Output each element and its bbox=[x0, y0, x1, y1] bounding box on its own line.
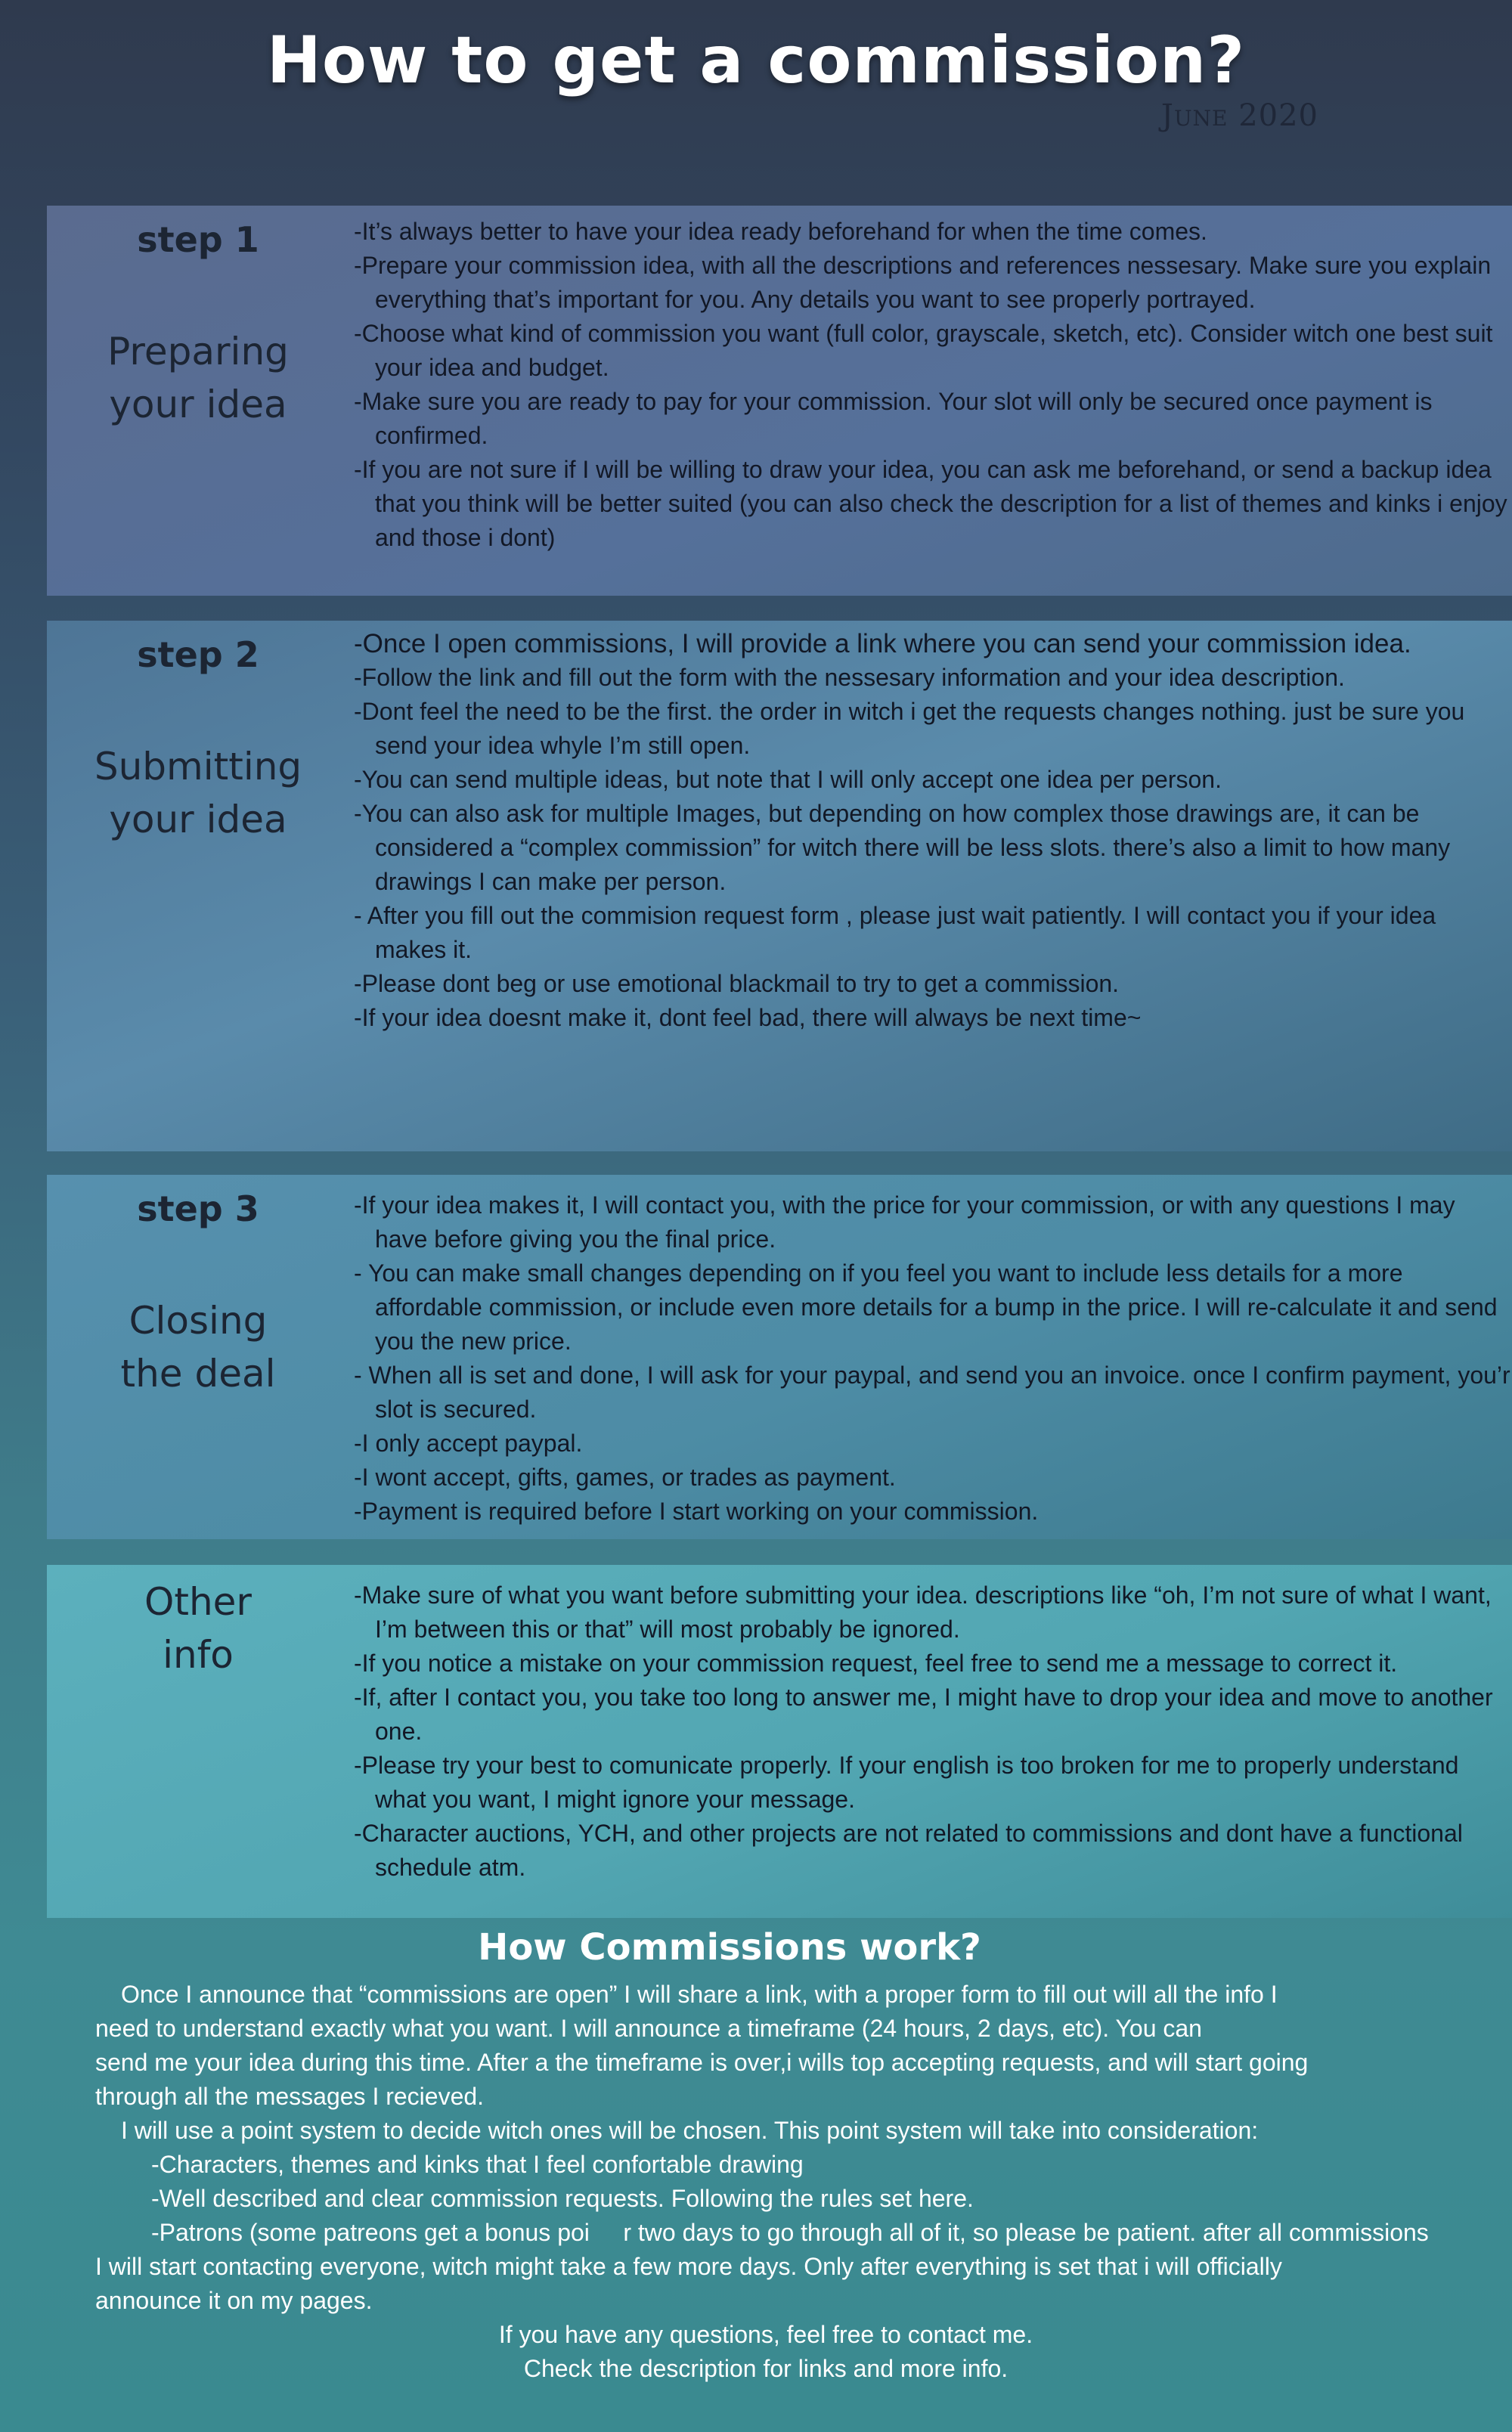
step-3-panel bbox=[47, 1175, 1512, 1539]
list-item: -Choose what kind of commission you want (full color, grayscale, sketch, etc). Consider witch one best suit your idea and budget. bbox=[354, 320, 1493, 381]
step-2-header bbox=[47, 621, 349, 1151]
step-1-panel bbox=[47, 206, 1512, 596]
paragraph-line: through all the messages I recieved. bbox=[95, 2083, 485, 2110]
list-item: -If your idea makes it, I will contact you, with the price for your commission, or with any questions I may have before giving you the final price. bbox=[354, 1191, 1455, 1253]
list-item: -You can send multiple ideas, but note that I will only accept one idea per person. bbox=[354, 766, 1222, 793]
step-number: step 1 bbox=[137, 219, 259, 260]
list-item: -Prepare your commission idea, with all the descriptions and references nessesary. Make sure you explain everything that’s important for you. Any details you want to see properly portrayed. bbox=[354, 252, 1492, 313]
paragraph-line: need to understand exactly what you want. I will announce a timeframe (24 hours, 2 days, etc). You can bbox=[95, 2015, 1202, 2042]
paragraph-line: send me your idea during this time. After a the timeframe is over,i wills top accepting requests, and will start going bbox=[95, 2049, 1309, 2076]
step-name-line1: Other bbox=[144, 1580, 252, 1624]
step-name-line2: your idea bbox=[109, 798, 287, 841]
step-name-line2: your idea bbox=[109, 383, 287, 426]
step-2-body bbox=[354, 627, 1512, 1035]
paragraph-line: Once I announce that “commissions are open” I will share a link, with a proper form to fill out will all the info I bbox=[121, 1981, 1278, 2008]
how-commissions-body bbox=[95, 1978, 1512, 2386]
how-commissions-title: How Commissions work? bbox=[478, 1926, 981, 1969]
list-item: - After you fill out the commision request form , please just wait patiently. I will contact you if your idea makes it. bbox=[354, 902, 1436, 963]
list-item: -You can also ask for multiple Images, but depending on how complex those drawings are, it can be considered a “complex commission” for witch there will be less slots. there’s also a limit to how many drawings I can make per person. bbox=[354, 800, 1451, 895]
list-item: -I only accept paypal. bbox=[354, 1430, 583, 1457]
paragraph-line: I will start contacting everyone, witch might take a few more days. Only after everything is set that i will officially bbox=[95, 2253, 1282, 2280]
list-item: -Make sure of what you want before submitting your idea. descriptions like “oh, I’m not sure of what I want, I’m between this or that” will most probably be ignored. bbox=[354, 1582, 1492, 1643]
contact-line: Check the description for links and more info. bbox=[523, 2355, 1009, 2382]
step-name-line2: the deal bbox=[120, 1352, 276, 1396]
list-item: -Character auctions, YCH, and other projects are not related to commissions and dont have a functional schedule atm. bbox=[354, 1820, 1463, 1881]
criteria-item: -Characters, themes and kinks that I feel confortable drawing bbox=[151, 2151, 804, 2178]
list-item: -Once I open commissions, I will provide a link where you can send your commission idea. bbox=[354, 629, 1411, 658]
step-1-header bbox=[47, 206, 349, 596]
list-item: -Payment is required before I start working on your commission. bbox=[354, 1498, 1039, 1525]
step-number: step 3 bbox=[137, 1188, 259, 1229]
list-item: - You can make small changes depending on if you feel you want to include less details for a more affordable commission, or include even more details for a bump in the price. I will re-calculate it and send you the new price. bbox=[354, 1259, 1498, 1355]
step-3-header bbox=[47, 1175, 349, 1539]
page-date: June 2020 bbox=[1160, 98, 1318, 133]
list-item: -If your idea doesnt make it, dont feel bad, there will always be next time~ bbox=[354, 1004, 1142, 1031]
list-item: -Follow the link and fill out the form with the nessesary information and your idea description. bbox=[354, 664, 1345, 691]
criteria-item: -Well described and clear commission requests. Following the rules set here. bbox=[151, 2185, 974, 2212]
step-name-line1: Closing bbox=[129, 1299, 268, 1343]
criteria-item: -Patrons (some patreons get a bonus poi r two days to go through all of it, so please be patient. after all commissions bbox=[151, 2219, 1429, 2246]
list-item: -It’s always better to have your idea ready beforehand for when the time comes. bbox=[354, 218, 1207, 245]
list-item: -I wont accept, gifts, games, or trades as payment. bbox=[354, 1464, 896, 1491]
list-item: -If you are not sure if I will be willing to draw your idea, you can ask me beforehand, or send a backup idea that you think will be better suited (you can also check the description for a list of themes and kinks i enjoy and those i dont) bbox=[354, 456, 1507, 551]
other-info-body bbox=[354, 1578, 1512, 1885]
other-info-header bbox=[47, 1565, 349, 1918]
other-info-panel bbox=[47, 1565, 1512, 1918]
paragraph-line: I will use a point system to decide witch ones will be chosen. This point system will take into consideration: bbox=[121, 2117, 1259, 2144]
list-item: -If, after I contact you, you take too long to answer me, I might have to drop your idea and move to another one. bbox=[354, 1684, 1493, 1745]
list-item: -If you notice a mistake on your commission request, feel free to send me a message to correct it. bbox=[354, 1650, 1398, 1677]
step-2-panel bbox=[47, 621, 1512, 1151]
step-number: step 2 bbox=[137, 634, 259, 675]
step-3-body bbox=[354, 1188, 1512, 1529]
list-item: -Make sure you are ready to pay for your commission. Your slot will only be secured once payment is confirmed. bbox=[354, 388, 1433, 449]
list-item: -Dont feel the need to be the first. the order in witch i get the requests changes nothing. just be sure you send your idea whyle I’m still open. bbox=[354, 698, 1465, 759]
step-1-body bbox=[354, 215, 1512, 555]
step-name-line1: Preparing bbox=[107, 330, 289, 373]
list-item: -Please dont beg or use emotional blackmail to try to get a commission. bbox=[354, 970, 1120, 997]
step-name-line1: Submitting bbox=[94, 745, 302, 788]
paragraph-line: announce it on my pages. bbox=[95, 2287, 373, 2314]
step-name-line2: info bbox=[163, 1633, 234, 1677]
list-item: - When all is set and done, I will ask for your paypal, and send you an invoice. once I confirm payment, you’r slot is secured. bbox=[354, 1362, 1510, 1423]
list-item: -Please try your best to comunicate properly. If your english is too broken for me to properly understand what you want, I might ignore your message. bbox=[354, 1752, 1459, 1813]
contact-line: If you have any questions, feel free to contact me. bbox=[498, 2321, 1033, 2348]
page-title: How to get a commission? bbox=[266, 23, 1246, 98]
